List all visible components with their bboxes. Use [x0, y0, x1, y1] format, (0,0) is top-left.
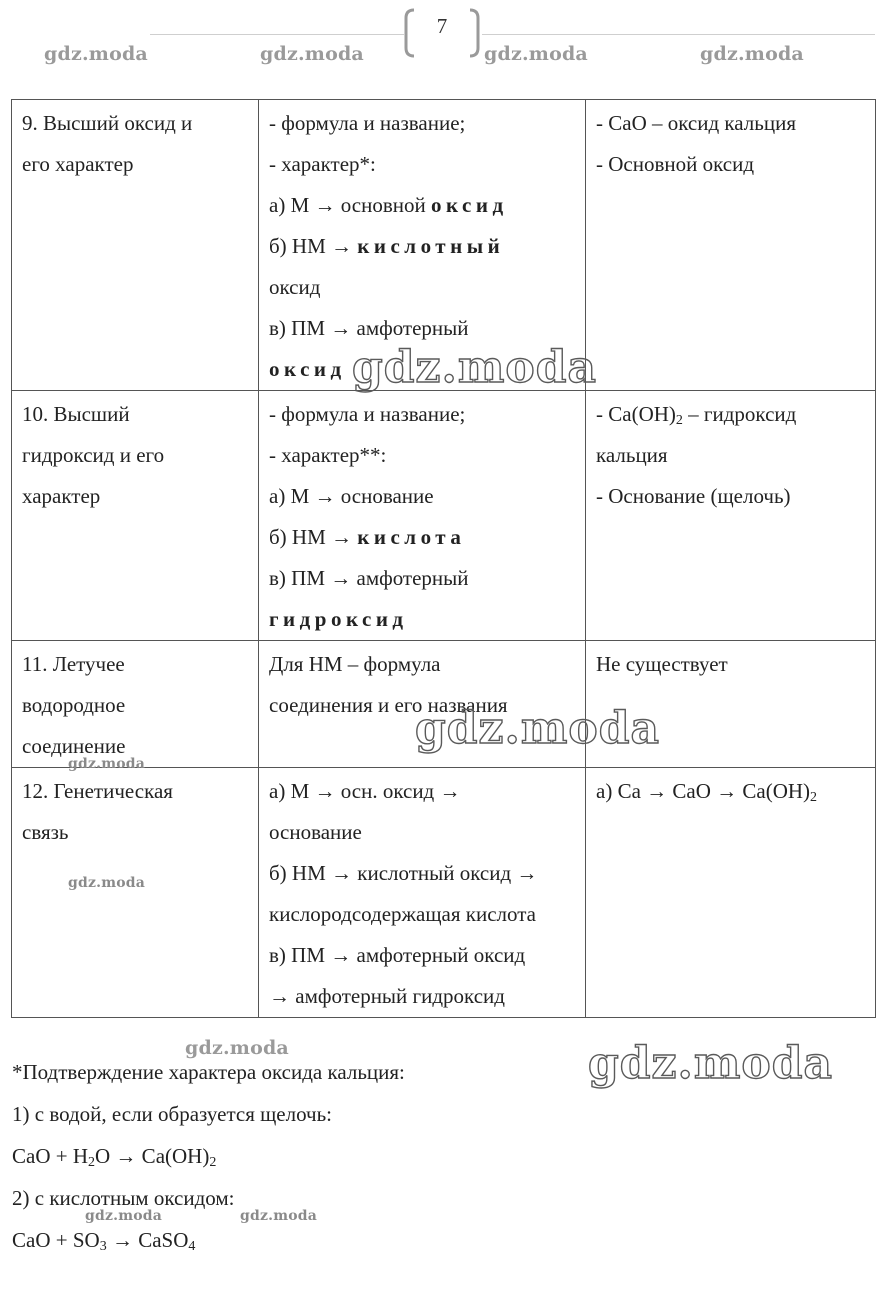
cell-text: - Основание (щелочь) [596, 484, 791, 508]
equation [12, 1135, 405, 1177]
cell-line [596, 435, 865, 476]
cell-text: в) ПМ → амфотерный [269, 566, 469, 590]
cell-text: в) ПМ → амфотерный оксид [269, 943, 526, 967]
cell-text: - характер*: [269, 152, 376, 176]
watermark: gdz.moda [588, 1038, 834, 1089]
footnote-item: 2) с кислотным оксидом: [12, 1186, 235, 1210]
cell-text: б) НМ → кислотный оксид → [269, 861, 538, 885]
cell-line [596, 771, 865, 812]
bold-text: оксид [430, 193, 508, 217]
subscript: 2 [209, 1155, 217, 1170]
watermark: gdz.moda [484, 43, 588, 65]
subscript: 2 [810, 790, 818, 805]
cell-text: основание [269, 820, 362, 844]
cell-text: - Ca(OH) [596, 402, 676, 426]
cell-line [596, 476, 865, 517]
page-number-frame [404, 8, 480, 58]
cell-text: - формула и название; [269, 402, 466, 426]
cell-text: 12. Генетическая [22, 779, 173, 803]
row-label-cell [12, 641, 259, 768]
row-label-cell [12, 100, 259, 391]
footnote-item: 1) с водой, если образуется щелочь: [12, 1102, 333, 1126]
cell-text: а) М → основной [269, 193, 431, 217]
subscript: 4 [188, 1239, 196, 1254]
plan-cell [259, 391, 586, 641]
cell-text: характер [22, 484, 101, 508]
cell-line [269, 558, 575, 599]
table-row [12, 391, 876, 641]
cell-text: кальция [596, 443, 668, 467]
watermark: gdz.moda [240, 1208, 318, 1224]
subscript: 2 [675, 413, 683, 428]
cell-line [269, 226, 575, 267]
watermark: gdz.moda [68, 756, 146, 772]
bold-text: кислота [357, 525, 466, 549]
watermark: gdz.moda [85, 1208, 163, 1224]
cell-text: б) НМ → [269, 525, 358, 549]
cell-text: - CaO – оксид кальция [596, 111, 796, 135]
cell-text: а) М → основание [269, 484, 434, 508]
bold-text: оксид [269, 357, 346, 381]
equation-text: CaO + H [12, 1144, 89, 1168]
cell-text: а) Ca → CaO → Ca(OH) [596, 779, 811, 803]
footnote-title: *Подтверждение характера оксида кальция: [12, 1060, 405, 1084]
cell-text: - характер**: [269, 443, 387, 467]
header-rule-right [482, 34, 875, 35]
cell-text: 11. Летучее [22, 652, 125, 676]
equation-text: → CaSO [106, 1228, 189, 1252]
bold-text: кислотный [357, 234, 505, 258]
cell-text: его характер [22, 152, 134, 176]
cell-line [269, 517, 575, 558]
cell-text: 9. Высший оксид и [22, 111, 193, 135]
subscript: 3 [99, 1239, 107, 1254]
watermark: gdz.moda [68, 875, 146, 891]
watermark: gdz.moda [260, 43, 364, 65]
cell-line [269, 599, 575, 640]
watermark: gdz.moda [415, 703, 661, 754]
cell-line [269, 394, 575, 435]
footnotes [12, 1051, 405, 1261]
cell-text: в) ПМ → амфотерный [269, 316, 469, 340]
example-cell [586, 100, 876, 391]
cell-text: а) М → осн. оксид → [269, 779, 461, 803]
cell-text: – гидроксид [682, 402, 797, 426]
watermark: gdz.moda [44, 43, 148, 65]
cell-text: Для НМ – формула [269, 652, 441, 676]
cell-text: оксид [269, 275, 321, 299]
cell-line [269, 103, 575, 144]
cell-text: гидроксид и его [22, 443, 165, 467]
cell-text: кислородсодержащая кислота [269, 902, 536, 926]
cell-line [269, 185, 575, 226]
subscript: 2 [88, 1155, 96, 1170]
plan-cell [259, 768, 586, 1018]
cell-text: - формула и название; [269, 111, 466, 135]
table-row [12, 768, 876, 1018]
cell-line [596, 394, 865, 435]
cell-text: соединение [22, 734, 126, 758]
cell-text: соединения и его названия [269, 693, 508, 717]
cell-line [269, 435, 575, 476]
row-label-cell [12, 768, 259, 1018]
cell-text: водородное [22, 693, 126, 717]
cell-text: - Основной оксид [596, 152, 755, 176]
equation [12, 1219, 405, 1261]
cell-line [269, 476, 575, 517]
watermark: gdz.moda [352, 342, 598, 393]
cell-text: б) НМ → [269, 234, 358, 258]
cell-text: 10. Высший [22, 402, 130, 426]
header-rule-left [150, 34, 404, 35]
cell-text: связь [22, 820, 69, 844]
watermark: gdz.moda [185, 1037, 289, 1059]
bold-text: гидроксид [269, 607, 408, 631]
cell-text: Не существует [596, 652, 728, 676]
equation-text: O → Ca(OH) [95, 1144, 210, 1168]
example-cell [586, 391, 876, 641]
example-cell [586, 768, 876, 1018]
equation-text: CaO + SO [12, 1228, 100, 1252]
cell-text: → амфотерный гидроксид [269, 984, 505, 1008]
watermark: gdz.moda [700, 43, 804, 65]
row-label-cell [12, 391, 259, 641]
page-number: 7 [436, 14, 448, 38]
cell-line [269, 144, 575, 185]
cell-line [269, 267, 575, 308]
